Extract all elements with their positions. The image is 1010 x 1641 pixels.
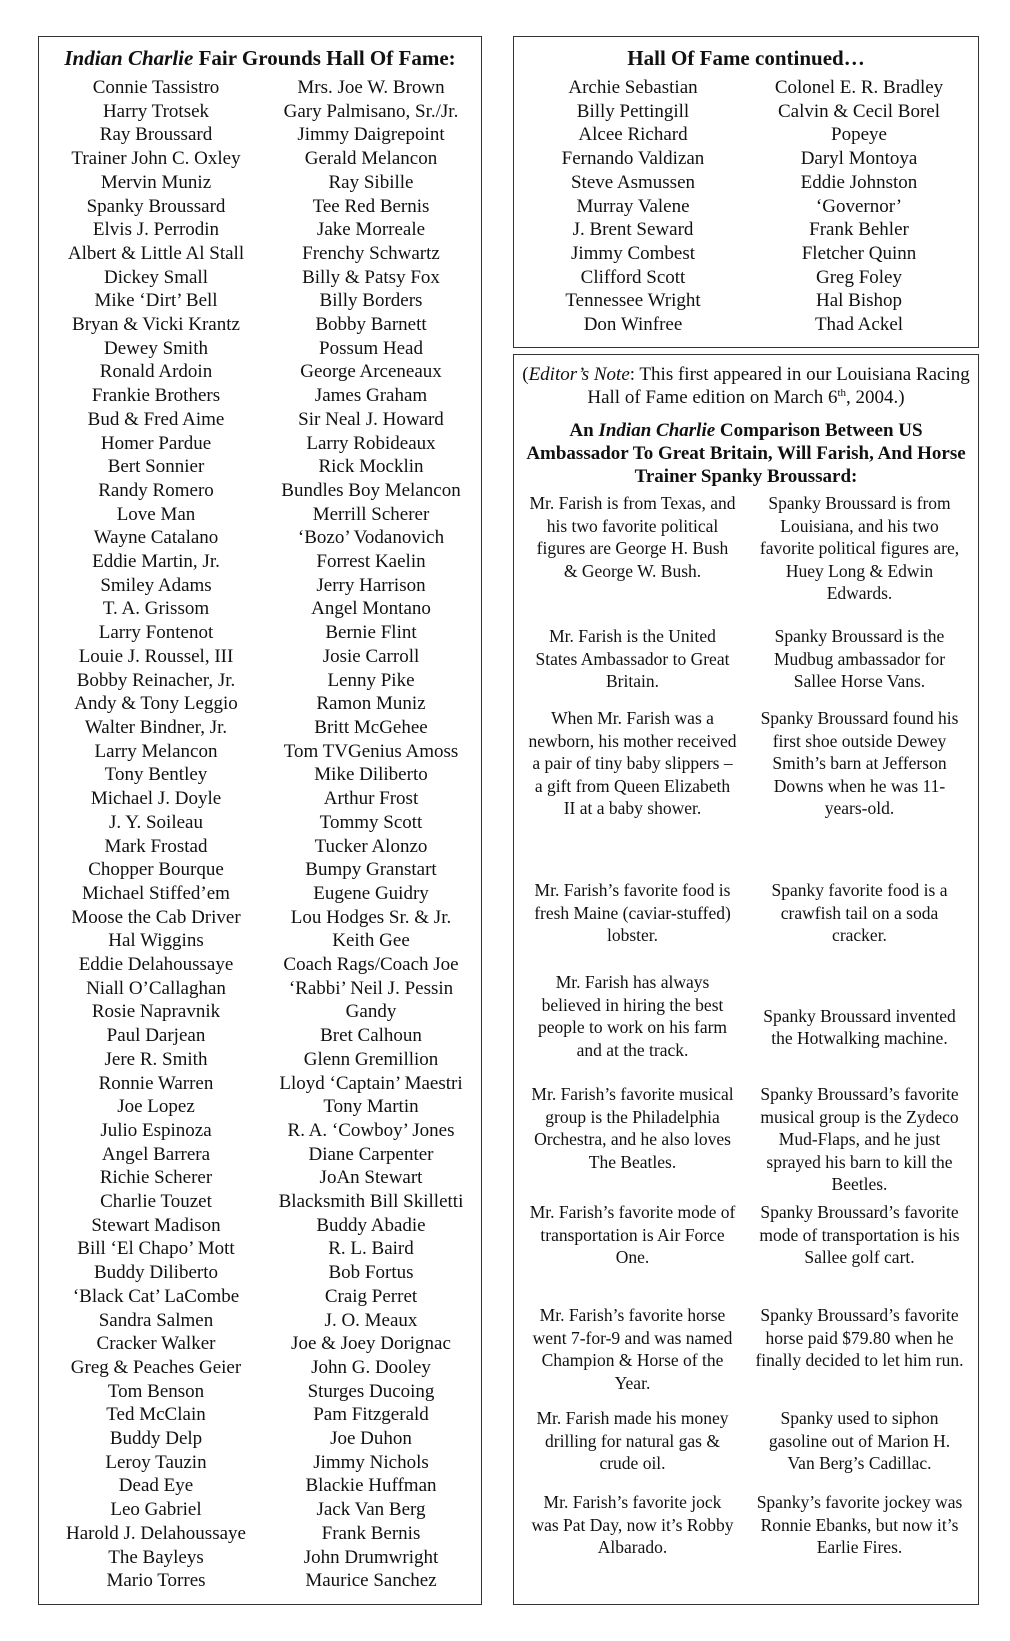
hall-of-fame-name: Chopper Bourque bbox=[88, 859, 224, 881]
hall-of-fame-name: J. Brent Seward bbox=[572, 219, 694, 241]
editor-note-text-end: , 2004.) bbox=[846, 387, 905, 408]
comparison-farish-text: Mr. Farish’s favorite musical group is the Philadelphia Orchestra, and he also loves The Beatles. bbox=[531, 1084, 734, 1172]
comparison-spanky-item bbox=[755, 971, 964, 1083]
hall-of-fame-name: Jimmy Daigrepoint bbox=[297, 124, 445, 146]
hall-of-fame-name: Forrest Kaelin bbox=[316, 551, 426, 573]
hall-of-fame-name: Michael J. Doyle bbox=[90, 788, 222, 810]
hall-of-fame-name: Blackie Huffman bbox=[305, 1475, 437, 1497]
hall-of-fame-name: Don Winfree bbox=[583, 314, 683, 336]
title-rest: Fair Grounds Hall Of Fame: bbox=[193, 46, 456, 70]
hall-of-fame-name: Merrill Scherer bbox=[312, 503, 430, 525]
hall-of-fame-name: Harry Trotsek bbox=[102, 100, 210, 122]
comparison-title-rest: Comparison Between US Ambassador To Great Britain, Will Farish, And Horse Trainer Spanky Broussard: bbox=[526, 420, 966, 487]
comparison-spanky-item bbox=[755, 707, 964, 879]
hall-of-fame-name: Richie Scherer bbox=[99, 1167, 213, 1189]
hall-of-fame-continued-column-1 bbox=[520, 76, 746, 337]
editor-note-text: : This first appeared in our Louisiana Racing Hall of Fame edition on March 6 bbox=[587, 364, 970, 408]
hall-of-fame-name: Sandra Salmen bbox=[98, 1309, 214, 1331]
comparison-farish-item bbox=[528, 1304, 737, 1407]
comparison-spanky-text: Spanky Broussard’s favorite musical group is the Zydeco Mud-Flaps, and he just sprayed his barn to kill the Beetles. bbox=[760, 1084, 959, 1194]
hall-of-fame-name: Mike Diliberto bbox=[314, 764, 428, 786]
comparison-title bbox=[520, 419, 972, 488]
hall-of-fame-name: Dead Eye bbox=[118, 1475, 194, 1497]
hall-of-fame-continued-title: Hall Of Fame continued… bbox=[627, 46, 865, 70]
hall-of-fame-name: Mario Torres bbox=[106, 1570, 206, 1592]
hall-of-fame-name: Jerry Harrison bbox=[316, 574, 426, 596]
hall-of-fame-name: Walter Bindner, Jr. bbox=[84, 716, 228, 738]
hall-of-fame-name: Albert & Little Al Stall bbox=[67, 242, 245, 264]
hall-of-fame-name: Larry Melancon bbox=[94, 740, 218, 762]
comparison-farish-text: Mr. Farish’s favorite jock was Pat Day, now it’s Robby Albarado. bbox=[531, 1492, 734, 1557]
hall-of-fame-name: Dickey Small bbox=[104, 266, 208, 288]
hall-of-fame-name: Randy Romero bbox=[98, 479, 214, 501]
hall-of-fame-name: Mrs. Joe W. Brown bbox=[297, 77, 445, 98]
comparison-panel bbox=[513, 354, 979, 1605]
comparison-farish-item bbox=[528, 971, 737, 1083]
hall-of-fame-name: Greg & Peaches Geier bbox=[70, 1356, 242, 1378]
hall-of-fame-name: Hal Wiggins bbox=[108, 930, 204, 952]
hall-of-fame-name: Colonel E. R. Bradley bbox=[774, 77, 944, 98]
hall-of-fame-name: R. L. Baird bbox=[328, 1238, 414, 1260]
hall-of-fame-name: John G. Dooley bbox=[311, 1356, 431, 1378]
hall-of-fame-name: Rosie Napravnik bbox=[91, 1001, 221, 1023]
comparison-farish-text: Mr. Farish’s favorite food is fresh Maine (caviar-stuffed) lobster. bbox=[534, 880, 731, 945]
hall-of-fame-name: Frank Bernis bbox=[321, 1522, 421, 1544]
title-italic: Indian Charlie bbox=[64, 46, 194, 70]
hall-of-fame-name: Daryl Montoya bbox=[800, 148, 918, 170]
hall-of-fame-name: Archie Sebastian bbox=[568, 77, 698, 98]
hall-of-fame-name: Keith Gee bbox=[332, 930, 410, 952]
hall-of-fame-name: Jimmy Nichols bbox=[313, 1451, 429, 1473]
hall-of-fame-name: Buddy Delp bbox=[109, 1428, 203, 1450]
hall-of-fame-name: Leo Gabriel bbox=[110, 1499, 202, 1521]
hall-of-fame-name: Britt McGehee bbox=[314, 716, 428, 738]
hall-of-fame-name: Angel Montano bbox=[311, 598, 431, 620]
hall-of-fame-name: Bud & Fred Aime bbox=[87, 408, 225, 430]
comparison-title-italic: Indian Charlie bbox=[598, 420, 716, 441]
comparison-spanky-text: Spanky Broussard found his first shoe outside Dewey Smith’s barn at Jefferson Downs when he was 11-years-old. bbox=[760, 708, 959, 818]
hall-of-fame-name: Thad Ackel bbox=[814, 314, 904, 336]
hall-of-fame-name: Leroy Tauzin bbox=[105, 1451, 207, 1473]
hall-of-fame-name: Julio Espinoza bbox=[100, 1119, 212, 1141]
hall-of-fame-name: Tony Bentley bbox=[104, 764, 208, 786]
hall-of-fame-continued-panel bbox=[513, 36, 979, 348]
hall-of-fame-panel bbox=[38, 36, 482, 1605]
comparison-spanky-text: Spanky used to siphon gasoline out of Marion H. Van Berg’s Cadillac. bbox=[768, 1408, 951, 1473]
hall-of-fame-name: ‘Bozo’ Vodanovich bbox=[297, 527, 445, 549]
hall-of-fame-name: Paul Darjean bbox=[106, 1025, 206, 1047]
editor-note-superscript: th bbox=[837, 387, 847, 399]
hall-of-fame-name: Steve Asmussen bbox=[570, 171, 696, 193]
hall-of-fame-name: Frank Behler bbox=[809, 219, 909, 241]
comparison-spanky-text: Spanky’s favorite jockey was Ronnie Ebanks, but now it’s Earlie Fires. bbox=[756, 1492, 963, 1557]
hall-of-fame-continued-columns bbox=[514, 76, 978, 337]
comparison-spanky-item bbox=[755, 1083, 964, 1201]
hall-of-fame-name: Craig Perret bbox=[324, 1285, 418, 1307]
hall-of-fame-name: Tom Benson bbox=[107, 1380, 205, 1402]
comparison-spanky-item bbox=[755, 492, 964, 625]
hall-of-fame-name: Ted McClain bbox=[106, 1404, 206, 1426]
hall-of-fame-name: Sir Neal J. Howard bbox=[298, 408, 444, 430]
comparison-spanky-item bbox=[755, 625, 964, 707]
hall-of-fame-name: JoAn Stewart bbox=[319, 1167, 423, 1189]
hall-of-fame-name: Pam Fitzgerald bbox=[313, 1404, 429, 1426]
hall-of-fame-name: Billy Borders bbox=[319, 290, 423, 312]
hall-of-fame-name: ‘Rabbi’ Neil J. Pessin bbox=[288, 977, 454, 999]
hall-of-fame-name: Tony Martin bbox=[323, 1096, 419, 1118]
hall-of-fame-name: T. A. Grissom bbox=[102, 598, 210, 620]
hall-of-fame-name: Gandy bbox=[345, 1001, 397, 1023]
hall-of-fame-name: Jere R. Smith bbox=[104, 1048, 208, 1070]
hall-of-fame-name: Bill ‘El Chapo’ Mott bbox=[77, 1238, 235, 1260]
hall-of-fame-name: Bob Fortus bbox=[328, 1262, 414, 1284]
hall-of-fame-name: Lou Hodges Sr. & Jr. bbox=[290, 906, 452, 928]
hall-of-fame-name: Moose the Cab Driver bbox=[71, 906, 241, 928]
hall-of-fame-name: Wayne Catalano bbox=[93, 527, 219, 549]
comparison-farish-item bbox=[528, 1491, 737, 1571]
hall-of-fame-name: J. O. Meaux bbox=[324, 1309, 418, 1331]
comparison-title-start: An bbox=[569, 420, 599, 441]
hall-of-fame-name: Love Man bbox=[116, 503, 196, 525]
hall-of-fame-name: Alcee Richard bbox=[578, 124, 688, 146]
comparison-farish-item bbox=[528, 1407, 737, 1491]
hall-of-fame-name: Possum Head bbox=[319, 337, 423, 359]
hall-of-fame-name: Andy & Tony Leggio bbox=[74, 693, 238, 715]
hall-of-fame-name: Arthur Frost bbox=[323, 788, 419, 810]
hall-of-fame-name: Joe & Joey Dorignac bbox=[291, 1333, 451, 1355]
hall-of-fame-name: Ray Sibille bbox=[328, 171, 414, 193]
hall-of-fame-name: Popeye bbox=[831, 124, 887, 146]
comparison-farish-item bbox=[528, 879, 737, 971]
comparison-spanky-item bbox=[755, 1201, 964, 1304]
hall-of-fame-name: Jimmy Combest bbox=[570, 242, 696, 264]
hall-of-fame-name: Bryan & Vicki Krantz bbox=[72, 314, 240, 336]
comparison-spanky-text: Spanky Broussard’s favorite horse paid $79.80 when he finally decided to let him run. bbox=[755, 1305, 964, 1370]
hall-of-fame-name: Coach Rags/Coach Joe bbox=[283, 954, 459, 976]
hall-of-fame-name: Fernando Valdizan bbox=[561, 148, 705, 170]
hall-of-fame-name: R. A. ‘Cowboy’ Jones bbox=[287, 1119, 455, 1141]
hall-of-fame-column-1 bbox=[49, 76, 263, 1593]
hall-of-fame-name: Glenn Gremillion bbox=[303, 1048, 439, 1070]
hall-of-fame-name: Larry Robideaux bbox=[306, 432, 436, 454]
comparison-spanky-text: Spanky Broussard invented the Hotwalking machine. bbox=[763, 1005, 956, 1048]
hall-of-fame-name: Ronald Ardoin bbox=[99, 361, 213, 383]
comparison-farish-item bbox=[528, 625, 737, 707]
hall-of-fame-name: Bumpy Granstart bbox=[305, 859, 437, 881]
hall-of-fame-name: Bert Sonnier bbox=[107, 456, 205, 478]
hall-of-fame-name: Sturges Ducoing bbox=[307, 1380, 435, 1402]
hall-of-fame-name: Gerald Melancon bbox=[304, 148, 438, 170]
hall-of-fame-name: Mervin Muniz bbox=[100, 171, 212, 193]
hall-of-fame-name: Niall O’Callaghan bbox=[86, 977, 226, 999]
hall-of-fame-name: Eddie Delahoussaye bbox=[78, 954, 234, 976]
hall-of-fame-name: Charlie Touzet bbox=[100, 1191, 212, 1213]
comparison-spanky-text: Spanky Broussard is the Mudbug ambassador for Sallee Horse Vans. bbox=[773, 626, 946, 691]
hall-of-fame-name: Smiley Adams bbox=[100, 574, 212, 596]
hall-of-fame-name: Larry Fontenot bbox=[98, 622, 214, 644]
hall-of-fame-name: Tee Red Bernis bbox=[312, 195, 430, 217]
hall-of-fame-name: Rick Mocklin bbox=[318, 456, 424, 478]
hall-of-fame-name: James Graham bbox=[314, 385, 428, 407]
comparison-spanky-item bbox=[755, 1304, 964, 1407]
hall-of-fame-name: Stewart Madison bbox=[91, 1214, 221, 1236]
hall-of-fame-name: Joe Lopez bbox=[117, 1096, 195, 1118]
hall-of-fame-name: Jack Van Berg bbox=[316, 1499, 426, 1521]
hall-of-fame-name: Ronnie Warren bbox=[98, 1072, 214, 1094]
hall-of-fame-name: Angel Barrera bbox=[101, 1143, 211, 1165]
comparison-farish-item bbox=[528, 1201, 737, 1304]
hall-of-fame-name: Dewey Smith bbox=[104, 337, 208, 359]
hall-of-fame-name: J. Y. Soileau bbox=[109, 811, 203, 833]
hall-of-fame-name: Eugene Guidry bbox=[313, 882, 429, 904]
hall-of-fame-name: Jake Morreale bbox=[316, 219, 426, 241]
hall-of-fame-name: Tommy Scott bbox=[319, 811, 423, 833]
comparison-grid bbox=[514, 492, 978, 1571]
hall-of-fame-name: Eddie Martin, Jr. bbox=[92, 551, 220, 573]
hall-of-fame-name: Calvin & Cecil Borel bbox=[777, 100, 940, 122]
hall-of-fame-name: Gary Palmisano, Sr./Jr. bbox=[283, 100, 459, 122]
hall-of-fame-name: Frenchy Schwartz bbox=[302, 242, 440, 264]
comparison-spanky-text: Spanky favorite food is a crawfish tail on a soda cracker. bbox=[771, 880, 948, 945]
hall-of-fame-name: Eddie Johnston bbox=[800, 171, 918, 193]
comparison-farish-text: Mr. Farish is from Texas, and his two favorite political figures are George H. Bush & George W. Bush. bbox=[529, 493, 736, 581]
hall-of-fame-name: Greg Foley bbox=[815, 266, 902, 288]
hall-of-fame-name: Tennessee Wright bbox=[565, 290, 701, 312]
hall-of-fame-name: Harold J. Delahoussaye bbox=[66, 1522, 246, 1544]
hall-of-fame-name: Blacksmith Bill Skilletti bbox=[278, 1191, 464, 1213]
hall-of-fame-name: Maurice Sanchez bbox=[305, 1570, 437, 1592]
hall-of-fame-name: ‘Governor’ bbox=[815, 195, 903, 217]
hall-of-fame-name: Trainer John C. Oxley bbox=[71, 148, 241, 170]
hall-of-fame-name: Diane Carpenter bbox=[308, 1143, 434, 1165]
hall-of-fame-continued-column-2 bbox=[746, 76, 972, 337]
hall-of-fame-name: Tucker Alonzo bbox=[314, 835, 428, 857]
hall-of-fame-name: Lloyd ‘Captain’ Maestri bbox=[279, 1072, 463, 1094]
comparison-farish-item bbox=[528, 707, 737, 879]
hall-of-fame-name: Ramon Muniz bbox=[316, 693, 426, 715]
hall-of-fame-name: John Drumwright bbox=[303, 1546, 439, 1568]
hall-of-fame-columns bbox=[39, 76, 481, 1593]
hall-of-fame-name: Billy Pettingill bbox=[576, 100, 690, 122]
hall-of-fame-name: Buddy Diliberto bbox=[93, 1262, 219, 1284]
hall-of-fame-name: Murray Valene bbox=[576, 195, 690, 217]
hall-of-fame-column-2 bbox=[265, 76, 477, 1593]
hall-of-fame-name: Josie Carroll bbox=[322, 645, 420, 667]
editor-note-label: Editor’s Note bbox=[528, 364, 630, 385]
hall-of-fame-name: Billy & Patsy Fox bbox=[302, 266, 440, 288]
hall-of-fame-name: Mark Frostad bbox=[104, 835, 208, 857]
comparison-farish-text: Mr. Farish is the United States Ambassador to Great Britain. bbox=[535, 626, 730, 691]
comparison-farish-text: When Mr. Farish was a newborn, his mother received a pair of tiny baby slippers – a gift from Queen Elizabeth II at a baby shower. bbox=[528, 708, 737, 818]
hall-of-fame-title bbox=[39, 45, 481, 71]
comparison-spanky-text: Spanky Broussard is from Louisiana, and his two favorite political figures are, Huey Long & Edwin Edwards. bbox=[759, 493, 960, 603]
comparison-farish-text: Mr. Farish’s favorite mode of transportation is Air Force One. bbox=[529, 1202, 736, 1267]
hall-of-fame-name: Bundles Boy Melancon bbox=[281, 479, 461, 501]
comparison-farish-item bbox=[528, 492, 737, 625]
hall-of-fame-name: George Arceneaux bbox=[300, 361, 442, 383]
hall-of-fame-name: Lenny Pike bbox=[327, 669, 415, 691]
hall-of-fame-name: The Bayleys bbox=[108, 1546, 204, 1568]
hall-of-fame-name: Ray Broussard bbox=[99, 124, 213, 146]
hall-of-fame-name: Joe Duhon bbox=[330, 1428, 412, 1450]
editor-note-paren: ( bbox=[522, 364, 529, 385]
hall-of-fame-name: Buddy Abadie bbox=[316, 1214, 426, 1236]
hall-of-fame-name: Bobby Barnett bbox=[315, 314, 427, 336]
hall-of-fame-name: Cracker Walker bbox=[96, 1333, 216, 1355]
comparison-spanky-item bbox=[755, 879, 964, 971]
editor-note bbox=[520, 363, 972, 409]
comparison-farish-text: Mr. Farish’s favorite horse went 7-for-9 and was named Champion & Horse of the Year. bbox=[532, 1305, 733, 1393]
hall-of-fame-name: Hal Bishop bbox=[815, 290, 903, 312]
comparison-spanky-text: Spanky Broussard’s favorite mode of transportation is his Sallee golf cart. bbox=[759, 1202, 960, 1267]
comparison-farish-item bbox=[528, 1083, 737, 1201]
hall-of-fame-name: Connie Tassistro bbox=[92, 77, 220, 98]
hall-of-fame-name: Spanky Broussard bbox=[86, 195, 226, 217]
comparison-spanky-item bbox=[755, 1407, 964, 1491]
hall-of-fame-name: Tom TVGenius Amoss bbox=[283, 740, 459, 762]
hall-of-fame-name: Louie J. Roussel, III bbox=[78, 645, 234, 667]
hall-of-fame-name: Bobby Reinacher, Jr. bbox=[76, 669, 236, 691]
comparison-farish-text: Mr. Farish has always believed in hiring the best people to work on his farm and at the track. bbox=[537, 972, 728, 1060]
hall-of-fame-name: Bernie Flint bbox=[325, 622, 417, 644]
comparison-spanky-item bbox=[755, 1491, 964, 1571]
hall-of-fame-name: Frankie Brothers bbox=[91, 385, 221, 407]
hall-of-fame-name: Homer Pardue bbox=[100, 432, 212, 454]
hall-of-fame-name: Fletcher Quinn bbox=[801, 242, 917, 264]
hall-of-fame-name: Bret Calhoun bbox=[320, 1025, 422, 1047]
hall-of-fame-name: Clifford Scott bbox=[580, 266, 686, 288]
hall-of-fame-name: Michael Stiffed’em bbox=[82, 882, 230, 904]
comparison-farish-text: Mr. Farish made his money drilling for natural gas & crude oil. bbox=[536, 1408, 729, 1473]
hall-of-fame-name: Mike ‘Dirt’ Bell bbox=[94, 290, 218, 312]
hall-of-fame-name: ‘Black Cat’ LaCombe bbox=[72, 1285, 240, 1307]
hall-of-fame-name: Elvis J. Perrodin bbox=[92, 219, 220, 241]
